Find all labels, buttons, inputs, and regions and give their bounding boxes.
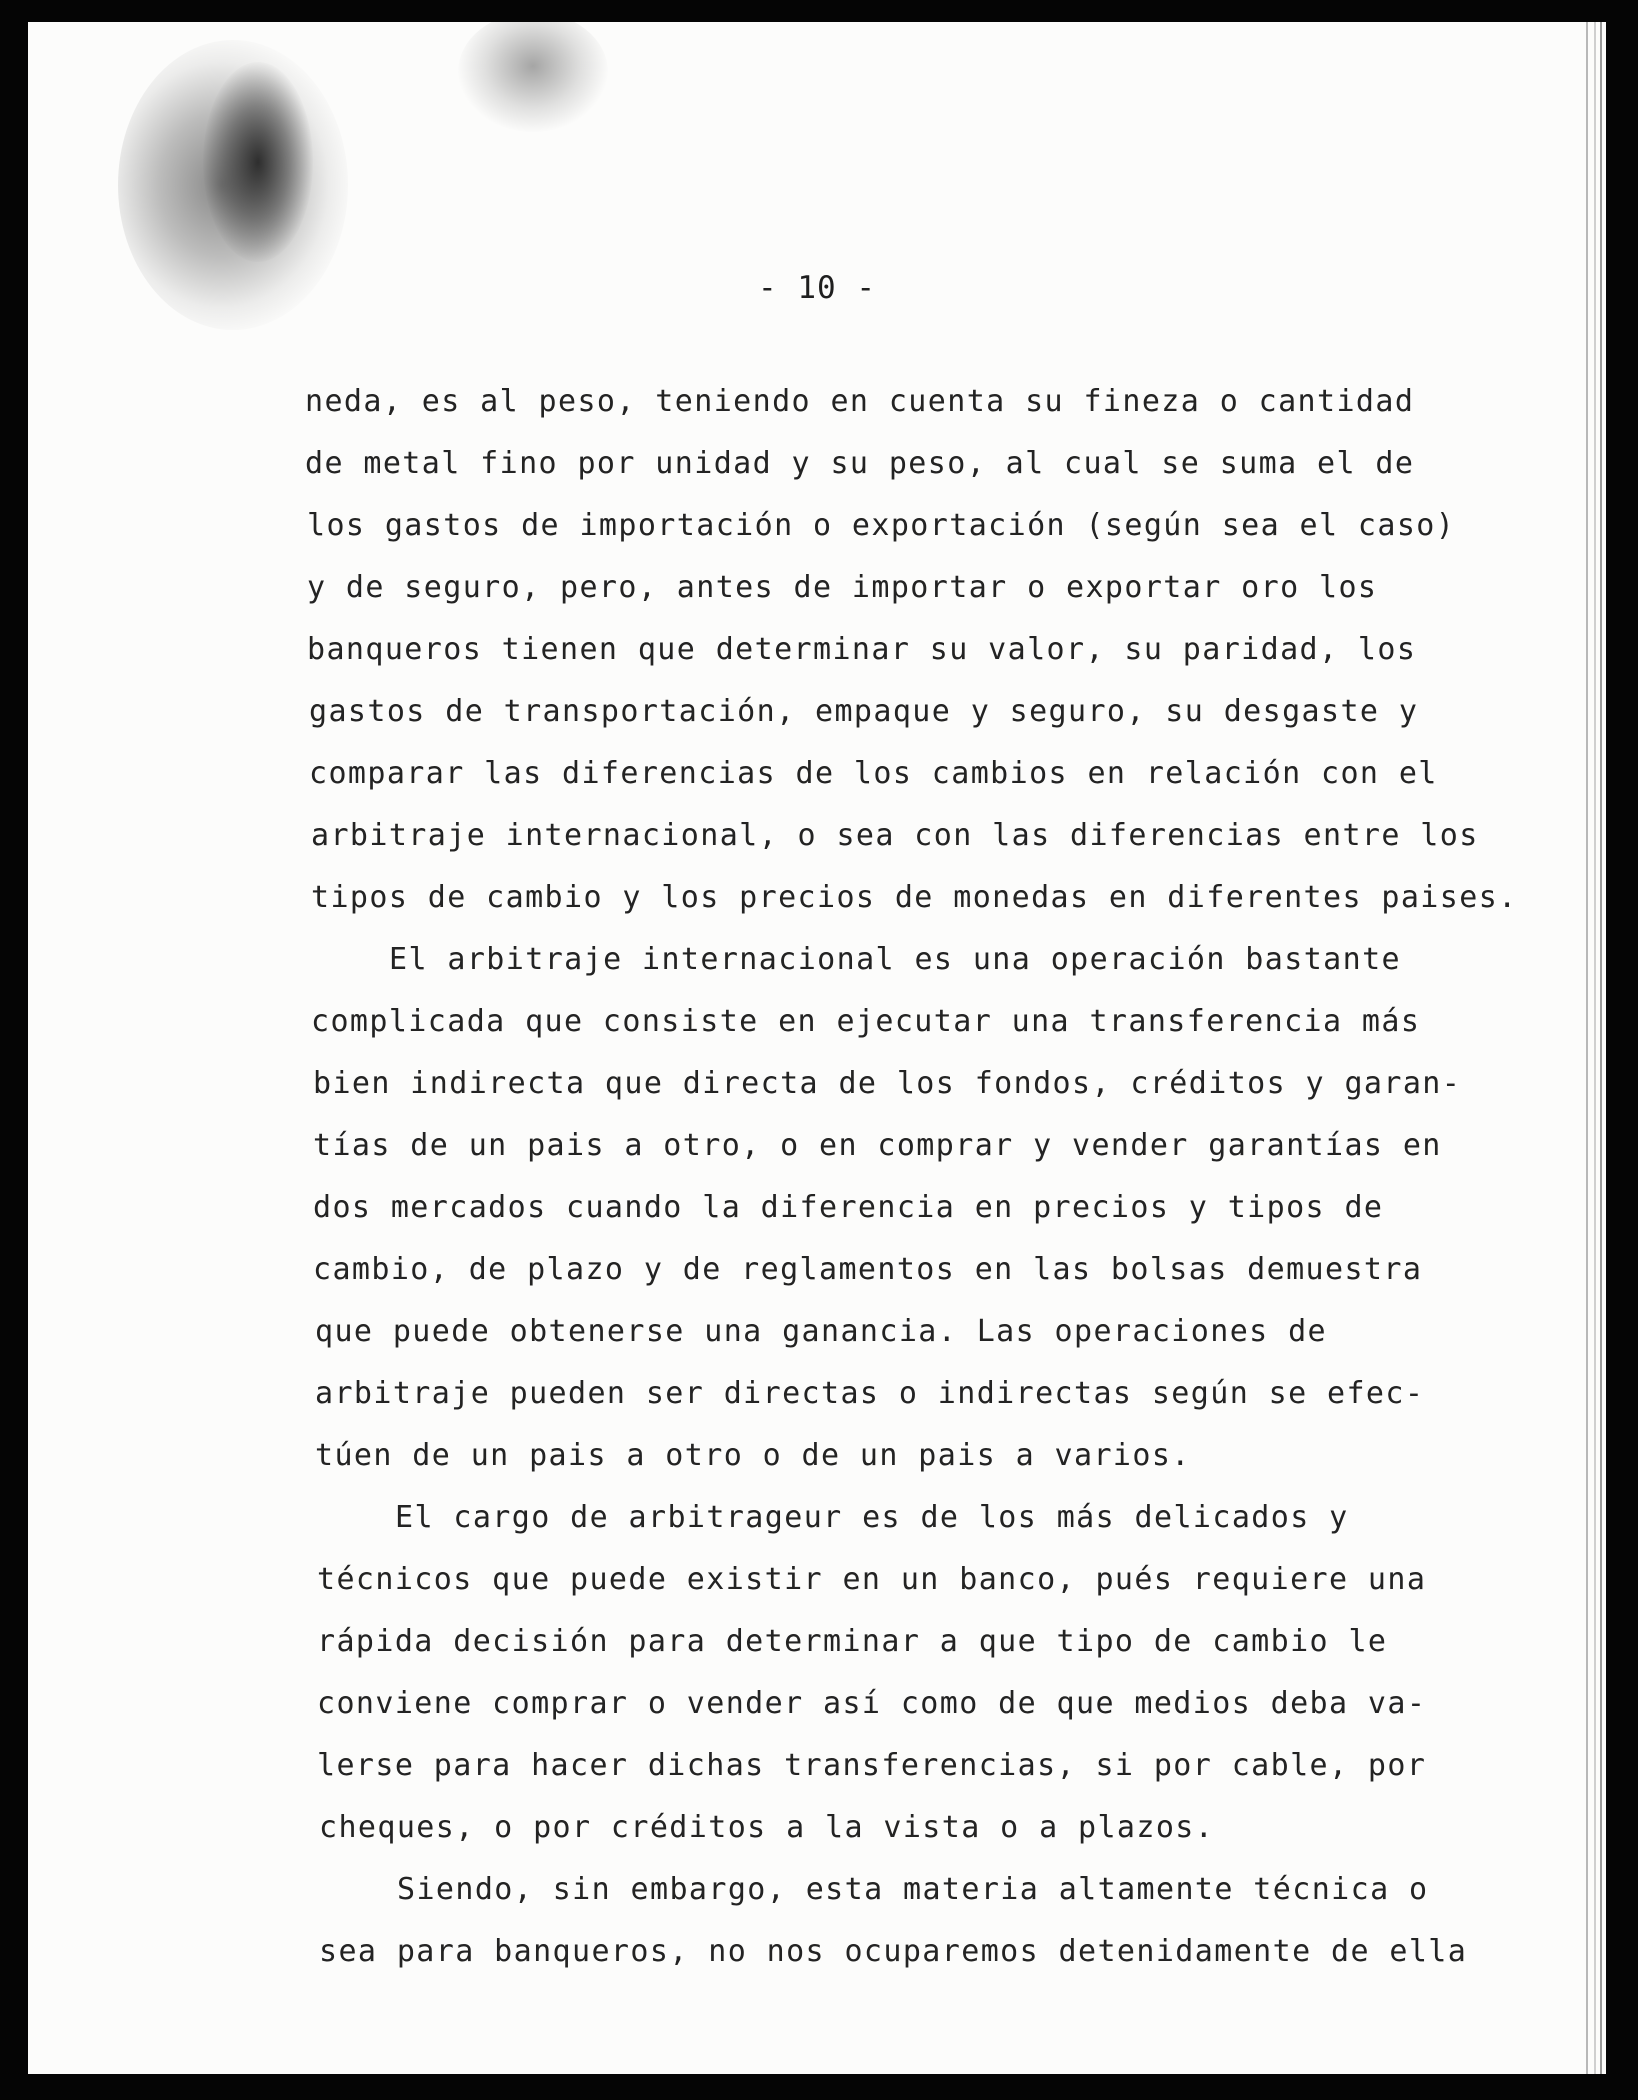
text-line: conviene comprar o vender así como de que medios deba va- (317, 1686, 1427, 1721)
text-line: complicada que consiste en ejecutar una transferencia más (311, 1004, 1421, 1039)
text-line: neda, es al peso, teniendo en cuenta su fineza o cantidad (305, 384, 1415, 419)
text-line: que puede obtenerse una ganancia. Las operaciones de (315, 1314, 1327, 1349)
ink-smudge (203, 62, 313, 262)
text-line: de metal fino por unidad y su peso, al cual se suma el de (305, 446, 1415, 481)
text-line: técnicos que puede existir en un banco, pués requiere una (317, 1562, 1427, 1597)
text-line: bien indirecta que directa de los fondos, créditos y garan- (313, 1066, 1462, 1101)
text-line: gastos de transportación, empaque y seguro, su desgaste y (309, 694, 1419, 729)
paragraph-start-line: El arbitraje internacional es una operación bastante (389, 942, 1401, 977)
text-line: sea para banqueros, no nos ocuparemos detenidamente de ella (319, 1934, 1468, 1969)
sheet-edge (1594, 22, 1596, 2074)
text-line: dos mercados cuando la diferencia en precios y tipos de (313, 1190, 1384, 1225)
text-line: rápida decisión para determinar a que tipo de cambio le (317, 1624, 1388, 1659)
text-line: tías de un pais a otro, o en comprar y vender garantías en (313, 1128, 1442, 1163)
text-line: cheques, o por créditos a la vista o a plazos. (319, 1810, 1215, 1845)
text-line: arbitraje internacional, o sea con las diferencias entre los (311, 818, 1479, 853)
paragraph-start-line: Siendo, sin embargo, esta materia altamente técnica o (397, 1872, 1429, 1907)
typewritten-page (28, 22, 1606, 2074)
text-line: los gastos de importación o exportación (según sea el caso) (307, 508, 1456, 543)
text-line: cambio, de plazo y de reglamentos en las bolsas demuestra (313, 1252, 1423, 1287)
ink-smudge (458, 22, 608, 132)
text-line: arbitraje pueden ser directas o indirectas según se efec- (315, 1376, 1425, 1411)
text-line: túen de un pais a otro o de un pais a varios. (315, 1438, 1191, 1473)
page-number: - 10 - (758, 270, 876, 306)
paragraph-start-line: El cargo de arbitrageur es de los más delicados y (395, 1500, 1349, 1535)
sheet-edge (1586, 22, 1588, 2074)
text-line: banqueros tienen que determinar su valor, su paridad, los (307, 632, 1417, 667)
text-line: y de seguro, pero, antes de importar o exportar oro los (307, 570, 1378, 605)
sheet-edge (1600, 22, 1602, 2074)
text-line: comparar las diferencias de los cambios en relación con el (309, 756, 1438, 791)
text-line: tipos de cambio y los precios de monedas en diferentes paises. (311, 880, 1518, 915)
text-line: lerse para hacer dichas transferencias, si por cable, por (317, 1748, 1427, 1783)
